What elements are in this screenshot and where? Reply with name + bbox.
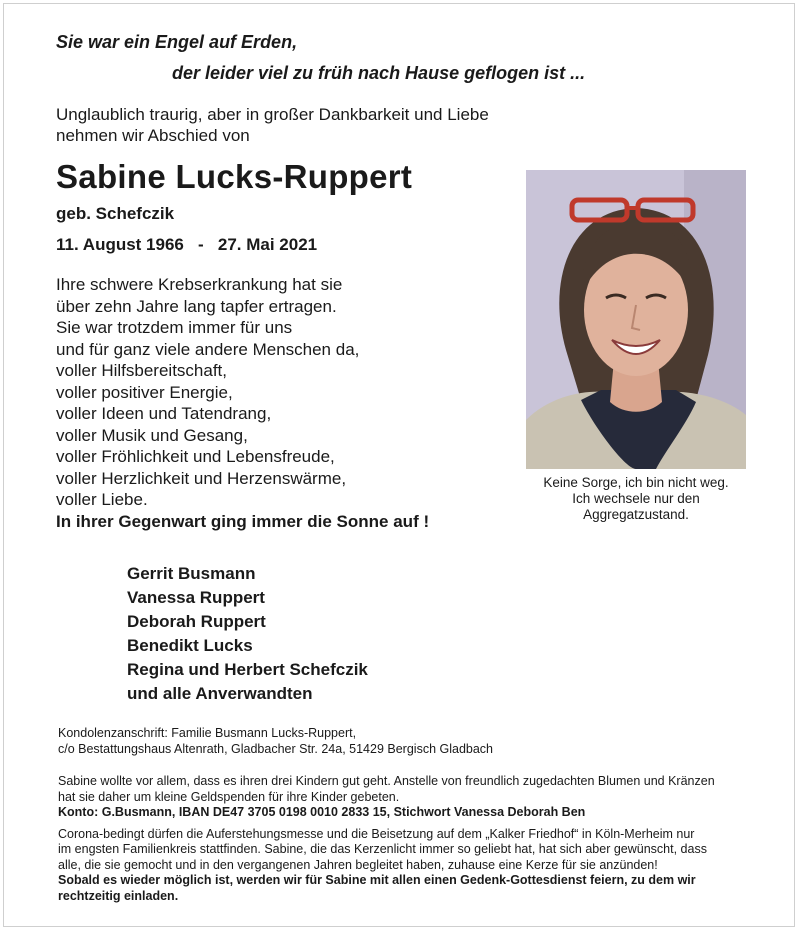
deceased-name: Sabine Lucks-Ruppert	[56, 158, 413, 195]
intro-line-2: nehmen wir Abschied von	[56, 126, 250, 145]
poem-line: und für ganz viele andere Menschen da,	[56, 339, 360, 359]
family-member: Gerrit Busmann	[127, 564, 256, 583]
bank-account: Konto: G.Busmann, IBAN DE47 3705 0198 0010 2833 15, Stichwort Vanessa Deborah Ben	[58, 805, 586, 819]
family-list	[127, 562, 368, 706]
family-member: Benedikt Lucks	[127, 636, 253, 655]
notes-section	[58, 774, 758, 904]
memorial-service-line-2: rechtzeitig einladen.	[58, 888, 179, 903]
condolence-address	[58, 725, 493, 757]
service-line-1: Corona-bedingt dürfen die Auferstehungsmesse und die Beisetzung auf dem „Kalker Friedhof“ in Köln-Merheim nur	[58, 826, 695, 841]
poem-line: voller Herzlichkeit und Herzenswärme,	[56, 468, 347, 488]
family-member: Vanessa Ruppert	[127, 588, 265, 607]
caption-line: Ich wechsele nur den	[572, 491, 700, 506]
poem-line: voller Musik und Gesang,	[56, 425, 248, 445]
poem-line: über zehn Jahre lang tapfer ertragen.	[56, 296, 337, 316]
poem-line: voller Liebe.	[56, 490, 148, 509]
portrait-illustration	[526, 170, 746, 469]
poem-line: voller Ideen und Tatendrang,	[56, 404, 272, 423]
poem-line: Ihre schwere Krebserkrankung hat sie	[56, 275, 343, 294]
intro-text	[56, 104, 489, 146]
maiden-name: geb. Schefczik	[56, 204, 175, 223]
poem-line: voller Fröhlichkeit und Lebensfreude,	[56, 447, 335, 466]
poem-line: Sie war trotzdem immer für uns	[56, 318, 293, 337]
caption-line: Aggregatzustand.	[583, 507, 689, 522]
poem	[56, 274, 359, 511]
motto-line-2: der leider viel zu früh nach Hause geflogen ist ...	[172, 63, 586, 83]
life-dates: 11. August 1966 - 27. Mai 2021	[56, 235, 318, 254]
motto-line-1: Sie war ein Engel auf Erden,	[56, 32, 298, 52]
donation-line-2: hat sie daher um kleine Geldspenden für ihre Kinder gebeten.	[58, 789, 400, 804]
family-member: und alle Anverwandten	[127, 684, 313, 703]
donation-line-1: Sabine wollte vor allem, dass es ihren drei Kindern gut geht. Anstelle von freundlich zugedachten Blumen und Kränzen	[58, 774, 715, 788]
family-member: Deborah Ruppert	[127, 612, 266, 631]
poem-line: voller positiver Energie,	[56, 382, 233, 402]
address-line-1: Kondolenzanschrift: Familie Busmann Lucks-Ruppert,	[58, 726, 357, 740]
address-line-2: c/o Bestattungshaus Altenrath, Gladbacher Str. 24a, 51429 Bergisch Gladbach	[58, 742, 494, 756]
photo-caption	[526, 475, 746, 523]
service-line-3: alle, die sie gemocht und in den vergangenen Jahren begleitet haben, zuhause eine Kerze für sie anzünden!	[58, 857, 658, 872]
portrait-photo	[526, 170, 746, 469]
family-member: Regina und Herbert Schefczik	[127, 660, 368, 679]
poem-line: voller Hilfsbereitschaft,	[56, 361, 228, 380]
caption-line: Keine Sorge, ich bin nicht weg.	[543, 475, 729, 490]
service-line-2: im engsten Familienkreis stattfinden. Sabine, die das Kerzenlicht immer so geliebt hat, hat sich aber gewünscht, dass	[58, 842, 707, 856]
memorial-service-line-1: Sobald es wieder möglich ist, werden wir für Sabine mit allen einen Gedenk-Gottesdienst feiern, zu dem wir	[58, 873, 696, 887]
closing-line: In ihrer Gegenwart ging immer die Sonne auf !	[56, 512, 430, 531]
intro-line-1: Unglaublich traurig, aber in großer Dankbarkeit und Liebe	[56, 105, 489, 124]
